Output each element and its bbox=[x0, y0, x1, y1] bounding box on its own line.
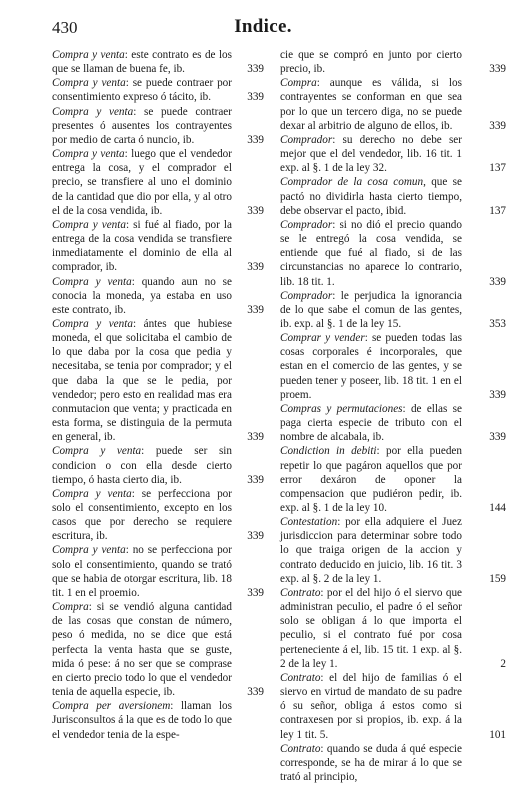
entry-text: : por ella pueden repetir lo que pagáron aquellos que por error dexáron de oponer la compensacion que pudiéron pedir, ib. exp. al §. 1 de la ley 10. bbox=[280, 445, 462, 514]
index-entry bbox=[280, 133, 506, 175]
page-reference: 339 bbox=[247, 431, 264, 444]
index-entry bbox=[52, 275, 264, 317]
entry-text: : de ellas se paga cierta especie de tributo con el nombre de alcabala, ib. bbox=[280, 402, 462, 444]
entry-heading: Contrato bbox=[280, 586, 321, 599]
entry-heading: Comprar y vender bbox=[280, 332, 365, 345]
page-number: 430 bbox=[52, 18, 78, 37]
entry-heading: Compra y venta bbox=[52, 275, 132, 288]
entry-heading: Compra bbox=[280, 77, 317, 90]
page-reference: 339 bbox=[489, 431, 506, 444]
index-entry bbox=[280, 515, 506, 586]
page-reference: 339 bbox=[489, 63, 506, 76]
entry-heading: Compras y permutaciones bbox=[280, 402, 403, 415]
entry-text: : llaman los Jurisconsultos á la que es de todo lo que el vendedor tenia de la espe- bbox=[52, 700, 232, 741]
entry-text: : su derecho no debe ser mejor que el del vendedor, lib. 16 tit. 1 exp. al §. 1 de la ley 32. bbox=[280, 133, 462, 175]
page-header bbox=[52, 18, 474, 40]
entry-heading: Compra y venta bbox=[52, 445, 142, 458]
page-reference: 339 bbox=[247, 133, 264, 146]
index-entry bbox=[52, 105, 264, 147]
entry-heading: Comprador de la cosa comun bbox=[280, 176, 424, 189]
index-entry bbox=[280, 289, 506, 331]
entry-text: : quando aun no se conocia la moneda, ya estaba en uso este contrato, ib. bbox=[52, 275, 233, 316]
running-title: Indice. bbox=[234, 16, 292, 37]
index-entry bbox=[280, 402, 506, 444]
index-entry bbox=[52, 600, 264, 699]
entry-text: , que se pactó no dividirla hasta cierto tiempo, debe observar el pacto, ibid. bbox=[280, 176, 462, 217]
entry-text: : por el del hijo ó el siervo que administran peculio, el padre ó el señor solo se obligan á lo que importa el peculio, si el contrato fué por cosa perteneciente á el, lib. 15 tit. 1 exp. al §. 2 de la ley 1. bbox=[280, 586, 462, 670]
entry-heading: Comprador bbox=[280, 289, 333, 302]
entry-text: : se pueden todas las cosas corporales é incorporales, que estan en el comercio de las gentes, y se pueden tener y poseer, lib. 18 tit. 1 en el proem. bbox=[280, 332, 463, 401]
entry-heading: Compra y venta bbox=[52, 105, 134, 118]
index-entry bbox=[52, 317, 264, 444]
index-entry bbox=[52, 76, 264, 104]
page-reference: 353 bbox=[489, 317, 506, 330]
entry-text: : si se vendió alguna cantidad de las cosas que constan de número, peso ó medida, no se dice que está perfecta la venta hasta que se guste, mida ó pese: á no ser que se comprase en cierto precio todo lo que el vendedor tenia de aquella especie, ib. bbox=[52, 601, 232, 699]
entry-text: : por ella adquiere el Juez jurisdiccion para determinar sobre todo lo que traiga origen de la accion y contrato deducido en juicio, lib. 16 tit. 3 exp. al §. 2 de la ley 1. bbox=[280, 516, 462, 585]
entry-text: : se puede contraer por consentimiento expreso ó tácito, ib. bbox=[52, 77, 232, 104]
entry-heading: Compra y venta bbox=[52, 148, 125, 161]
index-entry bbox=[52, 444, 264, 486]
entry-heading: Compra y venta bbox=[52, 544, 126, 557]
entry-heading: Compra y venta bbox=[52, 49, 125, 61]
index-entry bbox=[280, 48, 506, 76]
page-reference: 339 bbox=[247, 530, 264, 543]
index-entry bbox=[280, 742, 492, 784]
index-entry bbox=[52, 218, 264, 275]
entry-heading: Compra bbox=[52, 601, 89, 614]
index-entry bbox=[52, 147, 264, 218]
entry-heading: Compra y venta bbox=[52, 487, 132, 500]
entry-heading: Compra per aversionem bbox=[52, 700, 171, 713]
page-reference: 144 bbox=[489, 502, 506, 514]
entry-heading: Compra y venta bbox=[52, 77, 126, 90]
page-reference: 137 bbox=[489, 204, 506, 217]
index-entry bbox=[280, 331, 506, 402]
entry-heading: Comprador bbox=[280, 218, 333, 231]
entry-text: : se perfecciona por solo el consentimiento, excepto en los casos que por derecho se requiere escritura, ib. bbox=[52, 487, 232, 543]
page-reference: 159 bbox=[489, 572, 506, 585]
page-reference: 339 bbox=[247, 261, 264, 274]
entry-text: : quando se duda á qué especie corresponde, se ha de mirar á lo que se trató al principio, bbox=[280, 742, 462, 783]
page-reference: 339 bbox=[489, 388, 506, 401]
entry-text: : no se perfecciona por solo el consentimiento, quando se trató que se habia de otorgar escritura, lib. 18 tit. 1 en el proemio. bbox=[52, 544, 232, 599]
page-reference: 339 bbox=[489, 119, 506, 132]
page-reference: 2 bbox=[500, 657, 506, 670]
entry-text: : si no dió el precio quando se le entregó la cosa vendida, se entiende que fué al fiado, si de las circunstancias no aparece lo contrario, lib. 18 tit. 1. bbox=[280, 218, 462, 288]
entry-heading: Contestation bbox=[280, 516, 338, 529]
page-reference: 339 bbox=[247, 303, 264, 316]
entry-text: : puede ser sin condicion o con ella desde cierto tiempo, ó hasta cierto dia, ib. bbox=[52, 445, 232, 486]
page-reference: 339 bbox=[247, 91, 264, 104]
index-entry bbox=[280, 218, 506, 289]
index-entry bbox=[280, 586, 506, 671]
index-entry bbox=[280, 671, 506, 742]
page-reference: 137 bbox=[489, 162, 506, 175]
entry-text: : ántes que hubiese moneda, el que solicitaba el cambio de lo que daba por la cosa que pedia y necesitaba, se tenia por comprador; y el que daba la que se le pedia, por vendedor; pero esto en realidad mas era conmutacion que venta; y practicada en esta forma, se distinguia de la permuta en general, ib. bbox=[52, 317, 232, 444]
entry-text: : este contrato es de los que se llaman de buena fe, ib. bbox=[52, 49, 233, 76]
page-reference: 339 bbox=[247, 204, 264, 217]
entry-text: : aunque es válida, si los contrayentes se conforman en que sea por lo que un tercero diga, no se puede dexar al arbitrio de alguno de ellos, ib. bbox=[280, 77, 462, 132]
index-entry bbox=[52, 699, 264, 741]
index-entry bbox=[280, 444, 506, 515]
page-reference: 101 bbox=[489, 728, 506, 741]
entry-heading: Compra y venta bbox=[52, 317, 133, 330]
page-reference: 339 bbox=[247, 63, 264, 76]
page-reference: 339 bbox=[247, 686, 264, 699]
entry-text: : si fué al fiado, por la entrega de la cosa vendida se transfiere inmediatamente el dominio de ella al comprador, ib. bbox=[52, 218, 233, 274]
index-entry bbox=[280, 76, 506, 133]
page-reference: 339 bbox=[247, 586, 264, 599]
index-entry bbox=[52, 487, 264, 544]
index-column-right bbox=[280, 48, 506, 784]
index-entry bbox=[52, 48, 264, 76]
page-reference: 339 bbox=[489, 275, 506, 288]
index-entry bbox=[52, 543, 264, 600]
entry-heading: Condiction in debiti bbox=[280, 445, 377, 458]
entry-heading: Comprador bbox=[280, 133, 333, 146]
index-entry bbox=[280, 175, 506, 217]
entry-text: : luego que el vendedor entrega la cosa, y el comprador el precio, se transfiere al uno el dominio de la cantidad que dio por ella, y al otro el de la cosa vendida, ib. bbox=[52, 148, 232, 217]
index-column-left bbox=[52, 48, 264, 742]
entry-heading: Compra y venta bbox=[52, 218, 126, 231]
entry-heading: Contrato bbox=[280, 671, 321, 684]
page-reference: 339 bbox=[247, 473, 264, 486]
entry-heading: Contrato bbox=[280, 742, 321, 755]
entry-text: : le perjudica la ignorancia de lo que sabe el comun de las gentes, ib. exp. al §. 1 de la ley 15. bbox=[280, 289, 462, 330]
entry-text: : el del hijo de familias ó el siervo en virtud de mandato de su padre ó su señor, obliga á estos como si contraxesen por si propios, ib. exp. á la ley 1 tit. 5. bbox=[280, 671, 462, 741]
entry-text: : se puede contraer presentes ó ausentes los contrayentes por medio de carta ó nuncio, ib. bbox=[52, 105, 232, 146]
entry-text: cie que se compró en junto por cierto precio, ib. bbox=[280, 49, 462, 76]
